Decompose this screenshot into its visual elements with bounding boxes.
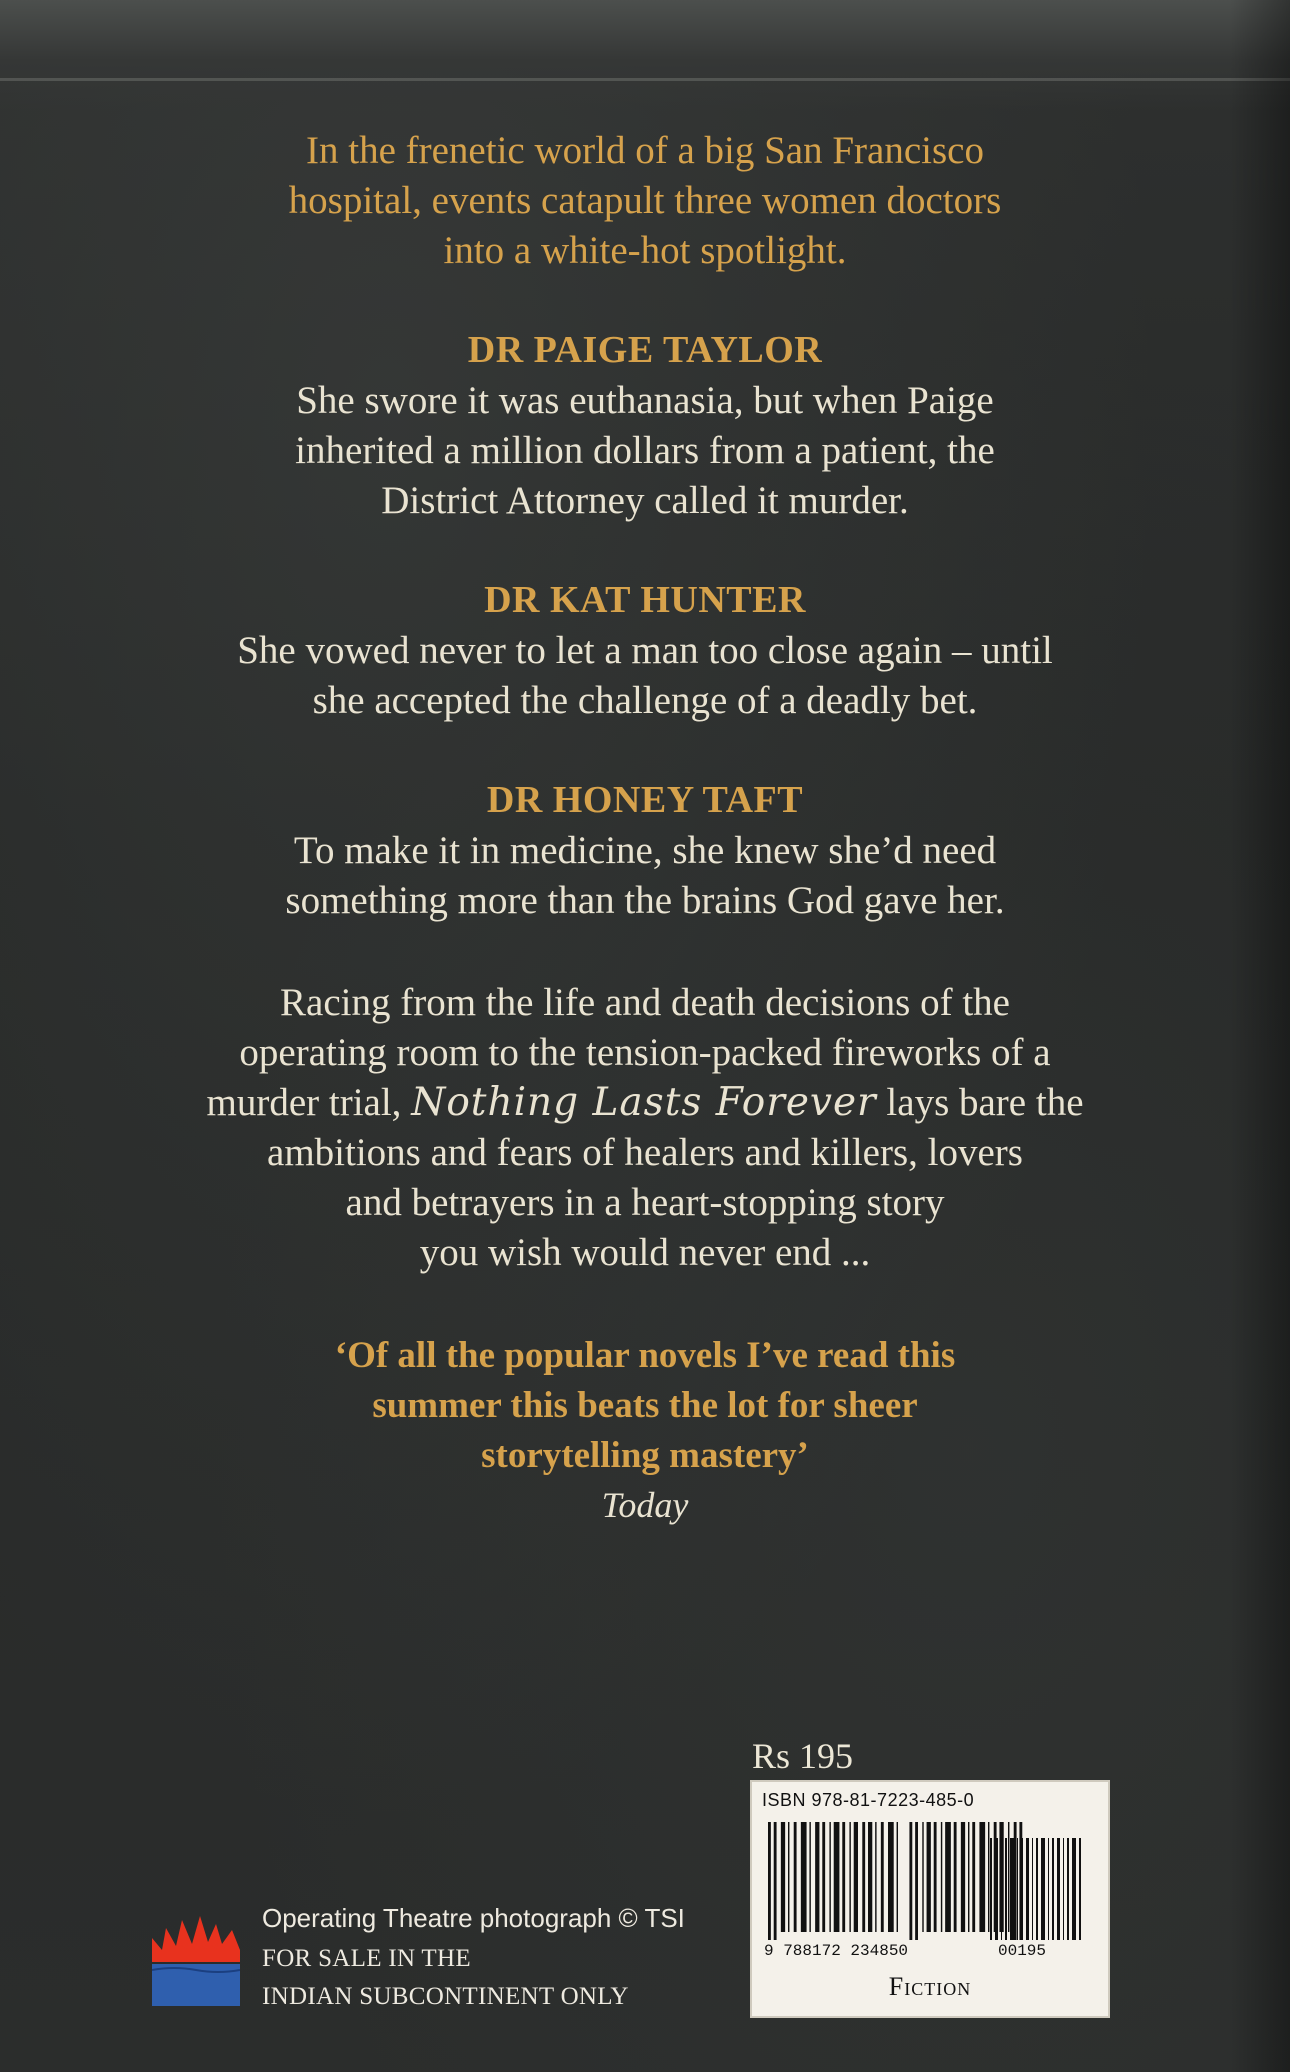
summary-text: murder trial, — [206, 1081, 412, 1124]
character-heading: DR HONEY TAFT — [486, 779, 804, 821]
barcode-digits: 9 788172 234850 — [764, 1942, 909, 1960]
book-title: Nothing Lasts Forever — [411, 1080, 877, 1125]
summary-line — [0, 1080, 1290, 1125]
intro-line: into a white-hot spotlight. — [443, 229, 847, 272]
isbn-barcode-box — [750, 1780, 1110, 2018]
summary-text: lays bare the — [876, 1081, 1084, 1124]
review-quote: summer this beats the lot for sheer — [372, 1385, 918, 1426]
character-heading: DR PAIGE TAYLOR — [467, 329, 823, 371]
character-heading: DR KAT HUNTER — [484, 579, 806, 621]
character-text: District Attorney called it murder. — [381, 479, 909, 522]
barcode-addon-icon — [988, 1838, 1088, 1940]
character-text: She vowed never to let a man too close again – until — [237, 629, 1053, 672]
isbn-number: ISBN 978-81-7223-485-0 — [762, 1790, 975, 1810]
genre-label: Fiction — [888, 1972, 972, 2001]
publisher-flame-logo-icon — [152, 1910, 240, 2006]
cover-crease — [0, 78, 1290, 81]
character-text: something more than the brains God gave her. — [285, 879, 1005, 922]
review-quote: storytelling mastery’ — [481, 1435, 809, 1476]
review-quote: ‘Of all the popular novels I’ve read this — [334, 1335, 956, 1376]
summary-line: you wish would never end ... — [419, 1231, 871, 1274]
photo-credit: Operating Theatre photograph © TSI — [262, 1903, 685, 1933]
summary-line: Racing from the life and death decisions of the — [280, 981, 1010, 1024]
sale-notice-line: INDIAN SUBCONTINENT ONLY — [262, 1983, 629, 2010]
character-text: inherited a million dollars from a patient, the — [295, 429, 995, 472]
summary-line: operating room to the tension-packed fireworks of a — [239, 1031, 1051, 1074]
intro-line: hospital, events catapult three women doctors — [288, 179, 1002, 222]
character-text: She swore it was euthanasia, but when Paige — [296, 379, 994, 422]
sale-notice-line: FOR SALE IN THE — [262, 1945, 471, 1972]
cover-top-edge — [0, 0, 1290, 110]
price-label: Rs 195 — [752, 1736, 854, 1776]
review-source: Today — [601, 1485, 689, 1525]
barcode-addon-digits: 00195 — [998, 1942, 1047, 1960]
character-text: she accepted the challenge of a deadly bet. — [312, 679, 978, 722]
summary-line: ambitions and fears of healers and killers, lovers — [267, 1131, 1023, 1174]
character-text: To make it in medicine, she knew she’d need — [293, 829, 997, 872]
intro-line: In the frenetic world of a big San Francisco — [306, 129, 984, 172]
summary-line: and betrayers in a heart-stopping story — [345, 1181, 945, 1224]
